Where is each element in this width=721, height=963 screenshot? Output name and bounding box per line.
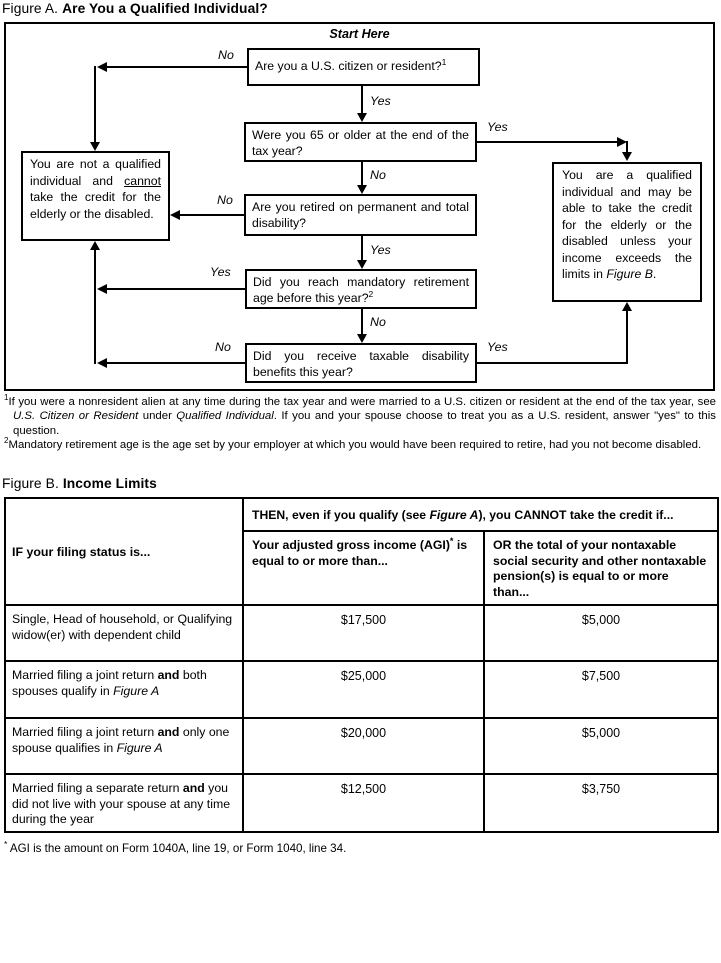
nontaxable-header-cell: OR the total of your nontaxable social security and other nontaxable pension(s) is equal to or more than...	[484, 531, 718, 605]
arrow-label-retired-yes: Yes	[370, 243, 391, 257]
agi-header-cell: Your adjusted gross income (AGI)* is equal to or more than...	[243, 531, 484, 605]
arrow-label-citizen-yes: Yes	[370, 94, 391, 108]
agi-limit-cell: $12,500	[243, 774, 484, 832]
decision-box-citizen-text: Are you a U.S. citizen or resident?$^1$	[255, 57, 447, 74]
arrow-label-retired-no: No	[217, 193, 233, 207]
agi-footnote: * AGI is the amount on Form 1040A, line 19, or Form 1040, line 34.	[4, 839, 347, 855]
table-row-separate	[5, 774, 718, 832]
filing-status-cell: Married filing a joint return and both spouses qualify in Figure A	[5, 661, 243, 718]
nontaxable-limit-cell: $5,000	[484, 605, 718, 661]
agi-limit-cell: $17,500	[243, 605, 484, 661]
filing-status-cell: Married filing a joint return and only one spouse qualifies in Figure A	[5, 718, 243, 774]
table-row-joint-one	[5, 718, 718, 774]
footnote-ref-1: 1	[441, 57, 447, 68]
decision-box-citizen	[247, 48, 480, 86]
nontaxable-limit-cell: $3,750	[484, 774, 718, 832]
nontaxable-limit-cell: $7,500	[484, 661, 718, 718]
arrow-label-mandatory-yes: Yes	[210, 265, 231, 279]
figure-a-flowchart	[4, 22, 715, 391]
arrow-label-taxable-yes: Yes	[487, 340, 508, 354]
table-row-joint-both	[5, 661, 718, 718]
figure-b-title-text: Income Limits	[62, 476, 157, 491]
filing-status-header-cell: IF your filing status is...	[5, 498, 243, 605]
arrow-label-age65-yes: Yes	[487, 120, 508, 134]
start-here-label: Start Here	[329, 27, 390, 41]
figure-a-footnote-2: $^2$Mandatory retirement age is the age set by your employer at which you would have been required to retire, had you not become disabled.	[4, 436, 702, 452]
arrow-label-age65-no: No	[370, 168, 386, 182]
income-limits-table	[4, 497, 719, 833]
figure-a-title	[2, 1, 268, 16]
outcome-box-qualified: You are a qualified individual and may be able to take the credit for the elderly or the disabled unless your income exceeds the limits in Figure B.	[552, 162, 702, 302]
figure-a-title-prefix: Figure A.	[2, 1, 59, 16]
decision-box-taxable-benefits: Did you receive taxable disability benefits this year?	[245, 343, 477, 383]
filing-status-cell: Married filing a separate return and you did not live with your spouse at any time during the year	[5, 774, 243, 832]
footnote-ref-2: 2	[368, 288, 374, 299]
agi-limit-cell: $25,000	[243, 661, 484, 718]
decision-box-retired: Are you retired on permanent and total disability?	[244, 194, 477, 236]
decision-box-mandatory-age: Did you reach mandatory retirement age before this year?$^2$	[245, 269, 477, 309]
arrow-label-mandatory-no: No	[370, 315, 386, 329]
figure-a-footnote-1: $^1$If you were a nonresident alien at any time during the tax year and were married to a U.S. citizen or resident at the end of the tax year, see U.S. Citizen or Resident under Qualified Individual. If you and your spouse choose to treat you as a U.S. resident, answer "yes" to this question.	[4, 393, 716, 437]
arrow-label-taxable-no: No	[215, 340, 231, 354]
figure-a-title-text: Are You a Qualified Individual?	[62, 1, 268, 16]
figure-b-title-prefix: Figure B.	[2, 476, 59, 491]
arrow-label-citizen-no: No	[218, 48, 234, 62]
figure-a-footnotes	[4, 395, 716, 453]
filing-status-cell: Single, Head of household, or Qualifying widow(er) with dependent child	[5, 605, 243, 661]
table-row-single	[5, 605, 718, 661]
figure-b-title	[2, 476, 157, 491]
nontaxable-limit-cell: $5,000	[484, 718, 718, 774]
outcome-box-not-qualified: You are not a qualified individual and cannot take the credit for the elderly or the disabled.	[21, 151, 170, 241]
then-header-cell: THEN, even if you qualify (see Figure A), you CANNOT take the credit if...	[243, 498, 718, 531]
agi-limit-cell: $20,000	[243, 718, 484, 774]
decision-box-age65: Were you 65 or older at the end of the tax year?	[244, 122, 477, 162]
